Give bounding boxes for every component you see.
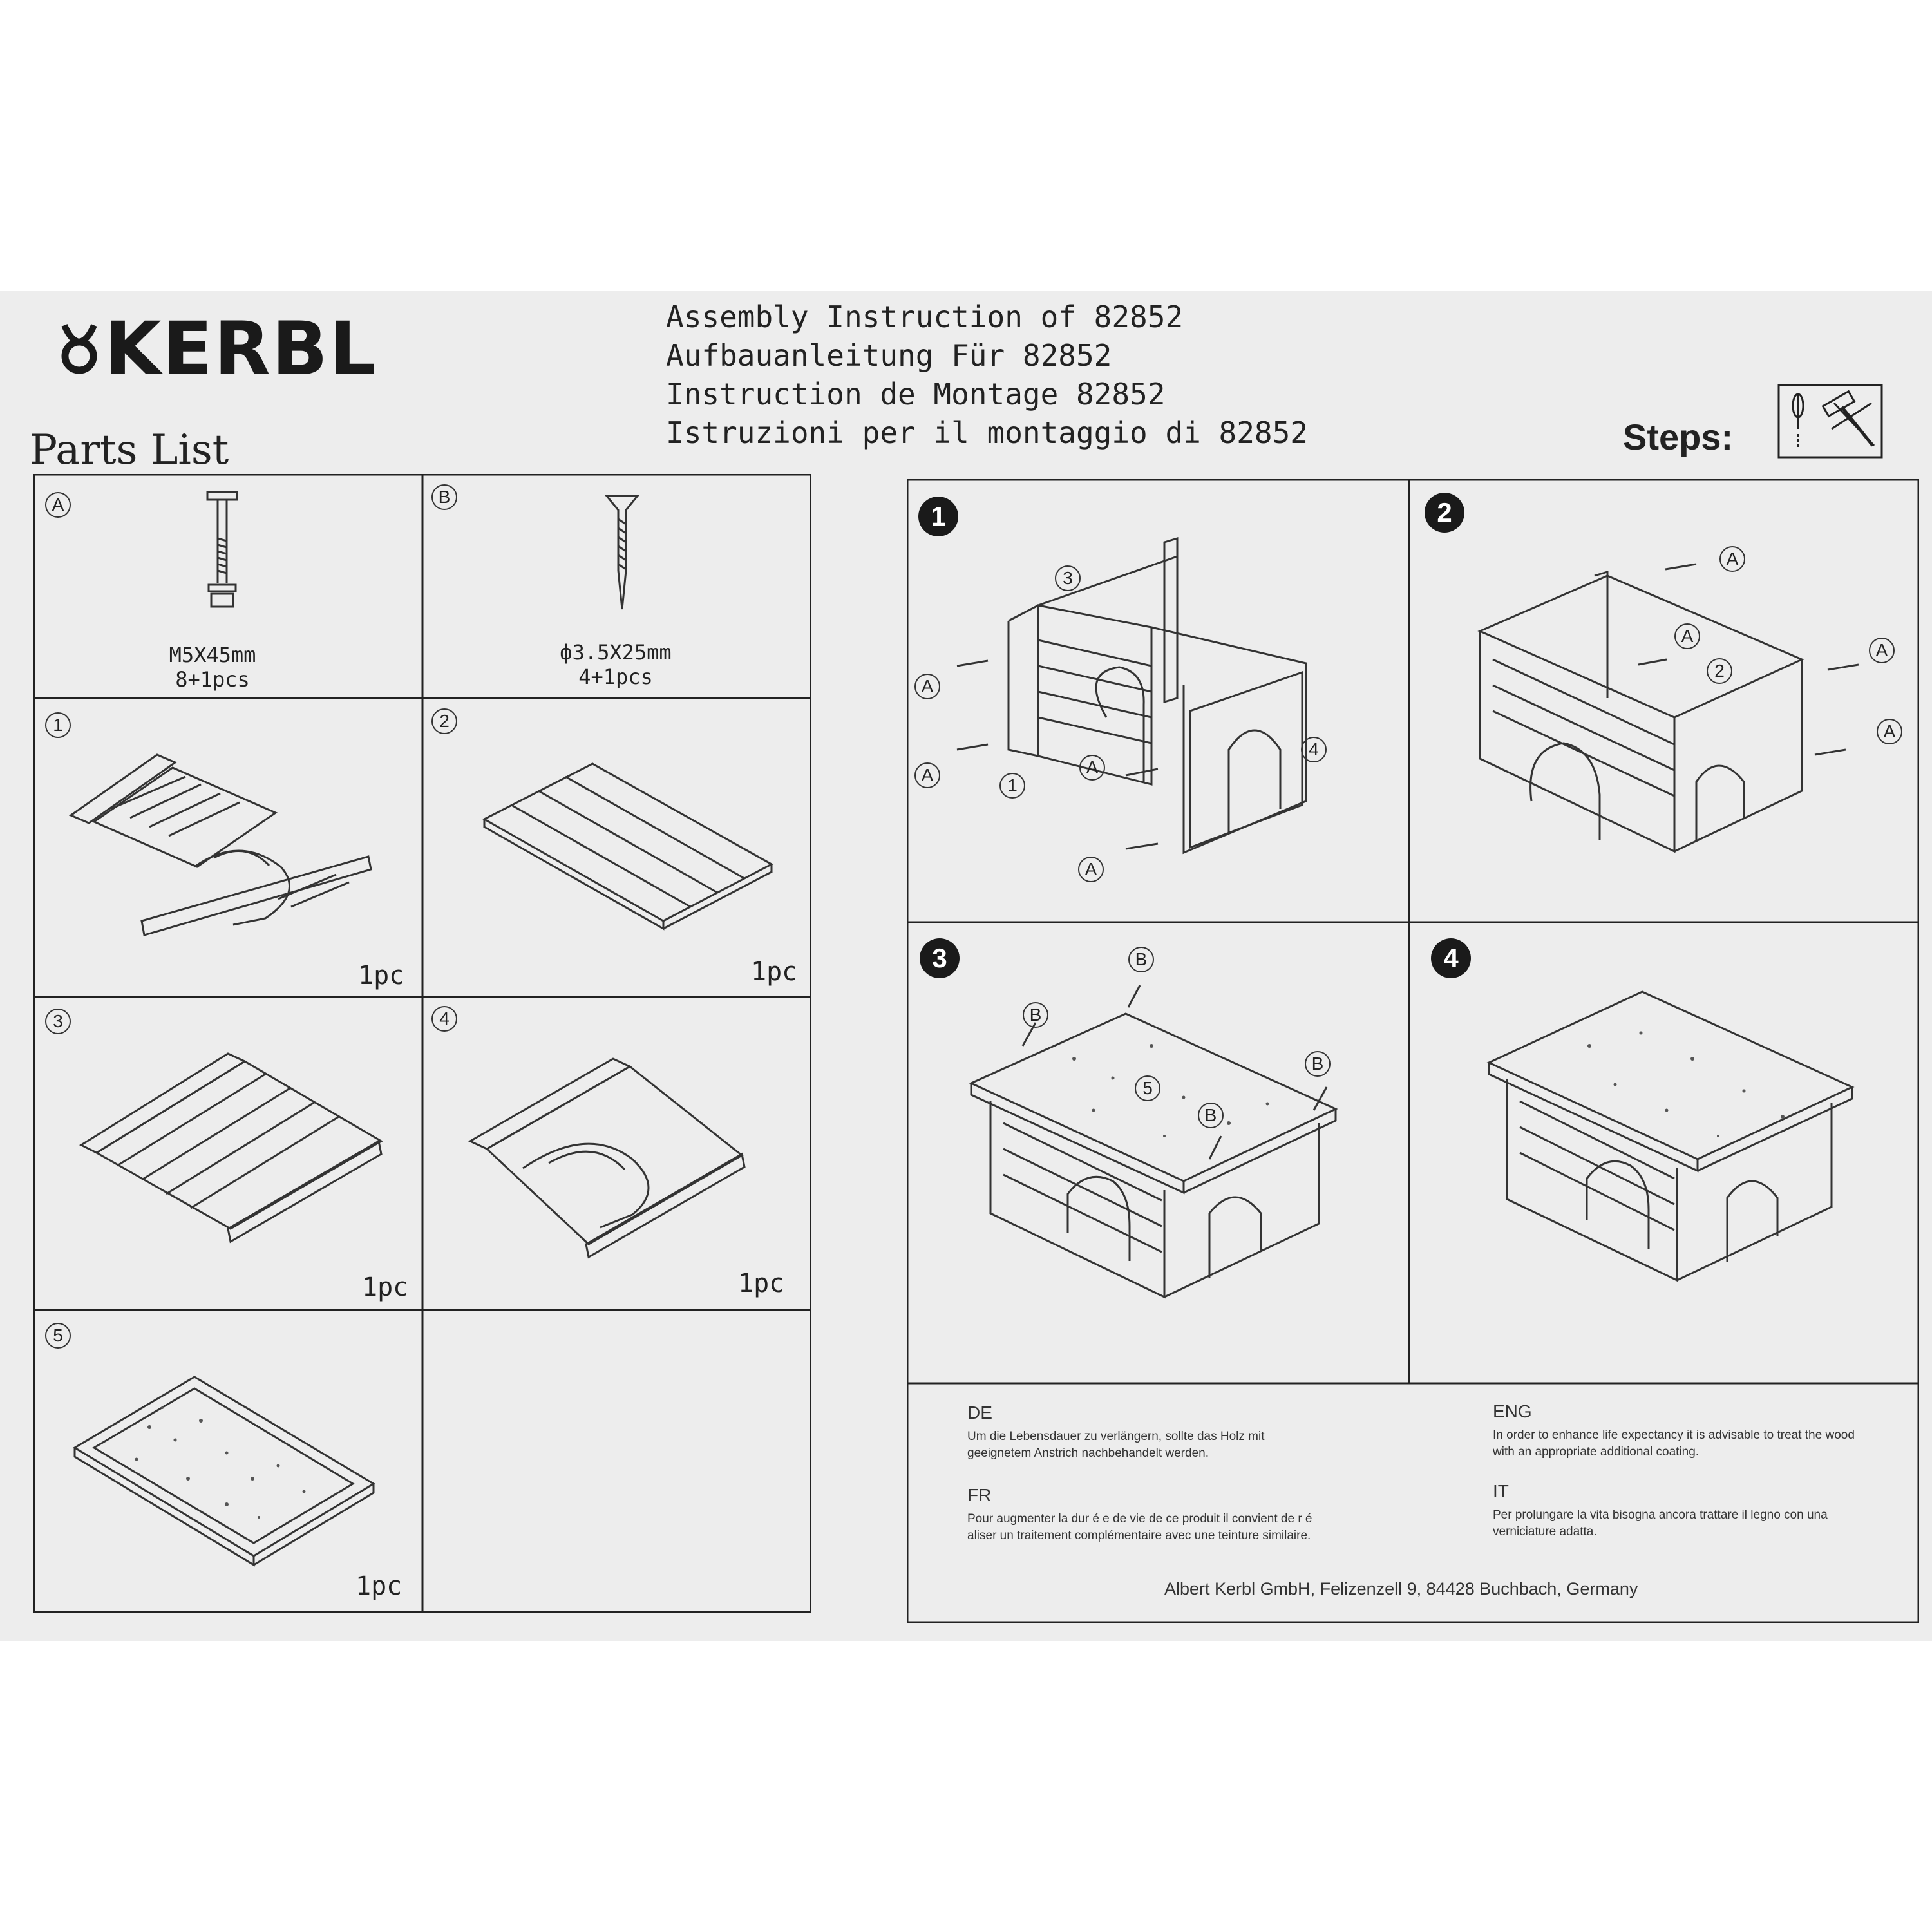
- title-de: Aufbauanleitung Für 82852: [666, 338, 1112, 373]
- step-1-number: 1: [918, 497, 958, 536]
- brand-name: KERBL: [104, 306, 377, 392]
- note-eng-lang: ENG: [1493, 1401, 1532, 1421]
- note-de: [967, 1403, 1328, 1462]
- part-1-drawing: [71, 755, 371, 935]
- part-2-qty: 1pc: [751, 957, 798, 987]
- manufacturer-address: Albert Kerbl GmbH, Felizenzell 9, 84428 Buchbach, Germany: [1164, 1579, 1638, 1598]
- step-3-callout-b: B: [1128, 947, 1154, 972]
- tools-icon: [1777, 384, 1883, 459]
- note-fr: [967, 1485, 1341, 1544]
- step-1-callout-a: A: [1079, 755, 1105, 781]
- kerbl-horns-icon: [58, 321, 100, 377]
- kerbl-logo: [58, 304, 377, 394]
- step-1-callout-part-3: 3: [1055, 565, 1081, 591]
- hardware-a-size: M5X45mm: [169, 643, 256, 667]
- part-1-label: 1: [45, 712, 71, 738]
- step-3-number: 3: [920, 938, 960, 978]
- note-eng-text: In order to enhance life expectancy it is advisable to treat the wood with an appropriate additional coating.: [1493, 1428, 1855, 1459]
- note-it-text: Per prolungare la vita bisogna ancora trattare il legno con una verniciature adatta.: [1493, 1508, 1828, 1539]
- step-4-drawing: [1489, 992, 1852, 1280]
- step-3-callout-b: B: [1023, 1002, 1048, 1028]
- part-2-drawing: [484, 764, 772, 929]
- title-en: Assembly Instruction of 82852: [666, 299, 1184, 334]
- part-3-drawing: [81, 1054, 381, 1242]
- step-1-callout-a: A: [1078, 857, 1104, 882]
- screw-a-drawing: [207, 492, 237, 607]
- note-eng: [1493, 1401, 1879, 1461]
- step-2-callout-a: A: [1869, 638, 1895, 663]
- part-3-label: 3: [45, 1009, 71, 1034]
- roof-texture: [135, 1406, 306, 1519]
- step-3-callout-b: B: [1198, 1103, 1224, 1128]
- step-2-callout-a: A: [1674, 623, 1700, 649]
- note-fr-lang: FR: [967, 1485, 992, 1505]
- part-1-qty: 1pc: [358, 961, 405, 990]
- hardware-a-qty: 8+1pcs: [175, 667, 250, 692]
- step-1-callout-a: A: [914, 674, 940, 699]
- step-2-callout-a: A: [1719, 546, 1745, 572]
- part-5-qty: 1pc: [355, 1571, 402, 1601]
- hardware-a-spec: [129, 643, 296, 692]
- label-a: A: [45, 492, 71, 518]
- note-it-lang: IT: [1493, 1481, 1509, 1501]
- note-it: [1493, 1481, 1879, 1540]
- label-b: B: [431, 484, 457, 510]
- step-1-callout-part-4: 4: [1301, 737, 1327, 762]
- part-4-drawing: [470, 1059, 744, 1257]
- hardware-b-size: ф3.5X25mm: [560, 640, 672, 665]
- hardware-b-spec: [532, 640, 699, 689]
- step-1-drawing: [957, 538, 1306, 853]
- screw-b-drawing: [607, 496, 638, 609]
- steps-label: Steps:: [1623, 417, 1734, 457]
- step-1-callout-part-1: 1: [999, 773, 1025, 799]
- step-2-callout-a: A: [1877, 719, 1902, 744]
- part-3-qty: 1pc: [362, 1273, 409, 1302]
- part-4-label: 4: [431, 1006, 457, 1032]
- title-block: [666, 298, 1308, 452]
- part-5-drawing: [75, 1377, 374, 1565]
- part-5-label: 5: [45, 1323, 71, 1349]
- step-3-callout-part-5: 5: [1135, 1075, 1160, 1101]
- title-fr: Instruction de Montage 82852: [666, 377, 1166, 412]
- parts-list-title: Parts List: [30, 426, 229, 474]
- step-4-number: 4: [1431, 938, 1471, 978]
- note-de-text: Um die Lebensdauer zu verlängern, sollte das Holz mit geeignetem Anstrich nachbehandelt werden.: [967, 1430, 1265, 1460]
- note-fr-text: Pour augmenter la dur é e de vie de ce produit il convient de r é aliser un traitement complémentaire avec une teinture similaire.: [967, 1512, 1312, 1542]
- step-3-drawing: [971, 985, 1336, 1297]
- part-4-qty: 1pc: [738, 1269, 785, 1298]
- step-2-callout-part-2: 2: [1707, 658, 1732, 684]
- hardware-b-qty: 4+1pcs: [578, 665, 653, 689]
- step-2-number: 2: [1425, 493, 1464, 533]
- part-2-label: 2: [431, 708, 457, 734]
- step-3-callout-b: B: [1305, 1051, 1331, 1077]
- title-it: Istruzioni per il montaggio di 82852: [666, 415, 1308, 450]
- step-1-callout-a: A: [914, 762, 940, 788]
- step-2-drawing: [1480, 564, 1859, 851]
- note-de-lang: DE: [967, 1403, 992, 1423]
